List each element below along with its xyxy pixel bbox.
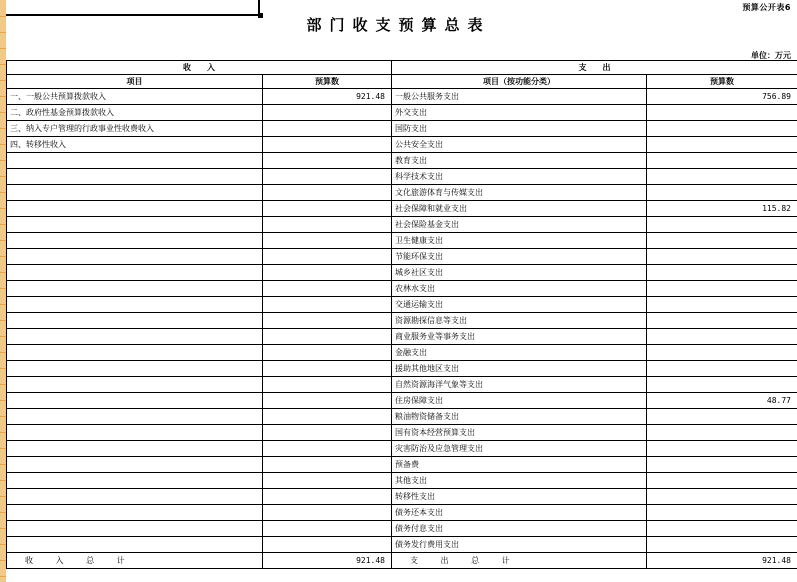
expense-item-cell[interactable]: 灾害防治及应急管理支出 — [392, 441, 647, 457]
expense-item-cell[interactable]: 社会保障和就业支出 — [392, 201, 647, 217]
income-item-cell[interactable] — [7, 537, 263, 553]
row-header-divider — [0, 576, 6, 577]
expense-amount-cell[interactable] — [647, 265, 797, 281]
income-amount-cell[interactable] — [263, 105, 392, 121]
expense-item-header[interactable]: 项目（按功能分类） — [392, 75, 647, 89]
table-row — [7, 393, 797, 409]
income-amount-cell[interactable] — [263, 393, 392, 409]
income-item-cell[interactable] — [7, 425, 263, 441]
expense-amount-cell[interactable] — [647, 489, 797, 505]
table-row — [7, 473, 797, 489]
table-row — [7, 281, 797, 297]
expense-item-cell[interactable]: 金融支出 — [392, 345, 647, 361]
table-row — [7, 217, 797, 233]
expense-amount-cell[interactable] — [647, 377, 797, 393]
income-amount-cell[interactable] — [263, 153, 392, 169]
expense-amount-cell[interactable] — [647, 473, 797, 489]
expense-amount-cell[interactable] — [647, 537, 797, 553]
table-row — [7, 233, 797, 249]
expense-amount-cell[interactable] — [647, 361, 797, 377]
income-total-label[interactable]: 收 入 总 计 — [7, 553, 263, 569]
expense-amount-cell[interactable] — [647, 217, 797, 233]
expense-item-cell[interactable]: 国有资本经营预算支出 — [392, 425, 647, 441]
expense-amount-cell[interactable] — [647, 409, 797, 425]
income-amount-cell[interactable] — [263, 297, 392, 313]
table-row — [7, 361, 797, 377]
income-amount-cell[interactable] — [263, 425, 392, 441]
income-item-cell[interactable] — [7, 297, 263, 313]
table-row — [7, 457, 797, 473]
income-amount-cell[interactable] — [263, 137, 392, 153]
income-item-cell[interactable]: 四、转移性收入 — [7, 137, 263, 153]
income-section-header[interactable]: 收 入 — [7, 61, 392, 75]
expense-item-cell[interactable]: 一般公共服务支出 — [392, 89, 647, 105]
table-row — [7, 489, 797, 505]
table-row — [7, 313, 797, 329]
expense-item-cell[interactable]: 公共安全支出 — [392, 137, 647, 153]
income-amount-cell[interactable] — [263, 457, 392, 473]
table-row — [7, 201, 797, 217]
page-title: 部门收支预算总表 — [306, 16, 491, 34]
expense-amount-cell[interactable] — [647, 233, 797, 249]
table-row — [7, 153, 797, 169]
income-amount-cell[interactable] — [263, 505, 392, 521]
expense-item-cell[interactable]: 债务付息支出 — [392, 521, 647, 537]
expense-amount-header[interactable]: 预算数 — [647, 75, 797, 89]
expense-item-cell[interactable]: 卫生健康支出 — [392, 233, 647, 249]
table-row — [7, 249, 797, 265]
expense-item-cell[interactable]: 社会保险基金支出 — [392, 217, 647, 233]
expense-item-cell[interactable]: 其他支出 — [392, 473, 647, 489]
expense-amount-cell[interactable] — [647, 249, 797, 265]
income-item-cell[interactable] — [7, 505, 263, 521]
expense-amount-cell[interactable] — [647, 457, 797, 473]
table-row — [7, 185, 797, 201]
expense-item-cell[interactable]: 农林水支出 — [392, 281, 647, 297]
income-item-cell[interactable] — [7, 393, 263, 409]
table-row — [7, 345, 797, 361]
expense-amount-cell[interactable] — [647, 169, 797, 185]
income-amount-cell[interactable] — [263, 361, 392, 377]
income-item-header[interactable]: 项目 — [7, 75, 263, 89]
expense-amount-cell[interactable] — [647, 425, 797, 441]
income-item-cell[interactable] — [7, 345, 263, 361]
expense-item-cell[interactable]: 外交支出 — [392, 105, 647, 121]
income-total-amount[interactable]: 921.48 — [263, 553, 392, 569]
table-row — [7, 89, 797, 105]
expense-item-cell[interactable]: 债务发行费用支出 — [392, 537, 647, 553]
income-amount-cell[interactable] — [263, 345, 392, 361]
income-item-cell[interactable] — [7, 217, 263, 233]
income-item-cell[interactable] — [7, 313, 263, 329]
table-row — [7, 297, 797, 313]
income-amount-cell[interactable] — [263, 265, 392, 281]
income-item-cell[interactable] — [7, 249, 263, 265]
income-amount-cell[interactable] — [263, 329, 392, 345]
income-amount-cell[interactable] — [263, 537, 392, 553]
income-item-cell[interactable] — [7, 185, 263, 201]
income-amount-cell[interactable] — [263, 441, 392, 457]
income-amount-cell[interactable] — [263, 169, 392, 185]
income-item-cell[interactable] — [7, 329, 263, 345]
income-item-cell[interactable] — [7, 281, 263, 297]
expense-amount-cell[interactable]: 756.89 — [647, 89, 797, 105]
income-item-cell[interactable] — [7, 265, 263, 281]
income-amount-cell[interactable] — [263, 121, 392, 137]
expense-total-label[interactable]: 支 出 总 计 — [392, 553, 647, 569]
income-amount-cell[interactable] — [263, 489, 392, 505]
income-amount-cell[interactable] — [263, 377, 392, 393]
table-row — [7, 505, 797, 521]
income-item-cell[interactable]: 一、一般公共预算拨款收入 — [7, 89, 263, 105]
income-item-cell[interactable] — [7, 409, 263, 425]
expense-amount-cell[interactable] — [647, 521, 797, 537]
income-item-cell[interactable] — [7, 377, 263, 393]
expense-amount-cell[interactable]: 48.77 — [647, 393, 797, 409]
expense-item-cell[interactable]: 商业服务业等事务支出 — [392, 329, 647, 345]
expense-amount-cell[interactable] — [647, 329, 797, 345]
income-amount-cell[interactable] — [263, 201, 392, 217]
income-amount-cell[interactable] — [263, 313, 392, 329]
form-code: 预算公开表6 — [742, 3, 791, 12]
expense-amount-cell[interactable] — [647, 185, 797, 201]
expense-amount-cell[interactable] — [647, 441, 797, 457]
income-item-cell[interactable] — [7, 233, 263, 249]
income-item-cell[interactable] — [7, 457, 263, 473]
income-amount-cell[interactable] — [263, 185, 392, 201]
expense-item-cell[interactable]: 自然资源海洋气象等支出 — [392, 377, 647, 393]
expense-amount-cell[interactable] — [647, 281, 797, 297]
expense-item-cell[interactable]: 预备费 — [392, 457, 647, 473]
income-amount-cell[interactable] — [263, 233, 392, 249]
table-row — [7, 409, 797, 425]
expense-total-amount[interactable]: 921.48 — [647, 553, 797, 569]
expense-item-cell[interactable]: 债务还本支出 — [392, 505, 647, 521]
expense-item-cell[interactable]: 资源勘探信息等支出 — [392, 313, 647, 329]
expense-amount-cell[interactable] — [647, 153, 797, 169]
income-amount-header[interactable]: 预算数 — [263, 75, 392, 89]
income-item-cell[interactable] — [7, 169, 263, 185]
income-amount-cell[interactable] — [263, 249, 392, 265]
expense-amount-cell[interactable] — [647, 505, 797, 521]
expense-item-cell[interactable]: 教育支出 — [392, 153, 647, 169]
income-amount-cell[interactable] — [263, 409, 392, 425]
expense-item-cell[interactable]: 转移性支出 — [392, 489, 647, 505]
table-row — [7, 377, 797, 393]
income-amount-cell[interactable] — [263, 217, 392, 233]
table-row — [7, 441, 797, 457]
expense-amount-cell[interactable] — [647, 137, 797, 153]
table-row — [7, 105, 797, 121]
expense-item-cell[interactable]: 节能环保支出 — [392, 249, 647, 265]
income-item-cell[interactable]: 三、纳入专户管理的行政事业性收费收入 — [7, 121, 263, 137]
row-header-divider — [0, 48, 6, 49]
income-amount-cell[interactable] — [263, 473, 392, 489]
expense-amount-cell[interactable] — [647, 313, 797, 329]
table-row — [7, 329, 797, 345]
expense-item-cell[interactable]: 住房保障支出 — [392, 393, 647, 409]
income-item-cell[interactable] — [7, 521, 263, 537]
expense-amount-cell[interactable]: 115.82 — [647, 201, 797, 217]
income-item-cell[interactable] — [7, 153, 263, 169]
table-row — [7, 521, 797, 537]
table-row — [7, 425, 797, 441]
expense-item-cell[interactable]: 文化旅游体育与传媒支出 — [392, 185, 647, 201]
expense-amount-cell[interactable] — [647, 105, 797, 121]
budget-table — [6, 60, 797, 569]
expense-amount-cell[interactable] — [647, 345, 797, 361]
expense-amount-cell[interactable] — [647, 297, 797, 313]
expense-item-cell[interactable]: 城乡社区支出 — [392, 265, 647, 281]
income-item-cell[interactable] — [7, 201, 263, 217]
income-item-cell[interactable] — [7, 489, 263, 505]
table-row — [7, 537, 797, 553]
income-item-cell[interactable] — [7, 361, 263, 377]
expense-amount-cell[interactable] — [647, 121, 797, 137]
expense-item-cell[interactable]: 粮油物资储备支出 — [392, 409, 647, 425]
expense-item-cell[interactable]: 科学技术支出 — [392, 169, 647, 185]
income-item-cell[interactable]: 二、政府性基金预算拨款收入 — [7, 105, 263, 121]
income-amount-cell[interactable] — [263, 521, 392, 537]
expense-item-cell[interactable]: 援助其他地区支出 — [392, 361, 647, 377]
income-item-cell[interactable] — [7, 441, 263, 457]
expense-item-cell[interactable]: 国防支出 — [392, 121, 647, 137]
expense-section-header[interactable]: 支 出 — [392, 61, 797, 75]
table-row — [7, 121, 797, 137]
unit-label: 单位：万元 — [751, 51, 791, 60]
table-row — [7, 169, 797, 185]
income-amount-cell[interactable]: 921.48 — [263, 89, 392, 105]
expense-item-cell[interactable]: 交通运输支出 — [392, 297, 647, 313]
table-row — [7, 265, 797, 281]
table-row — [7, 137, 797, 153]
income-item-cell[interactable] — [7, 473, 263, 489]
income-amount-cell[interactable] — [263, 281, 392, 297]
